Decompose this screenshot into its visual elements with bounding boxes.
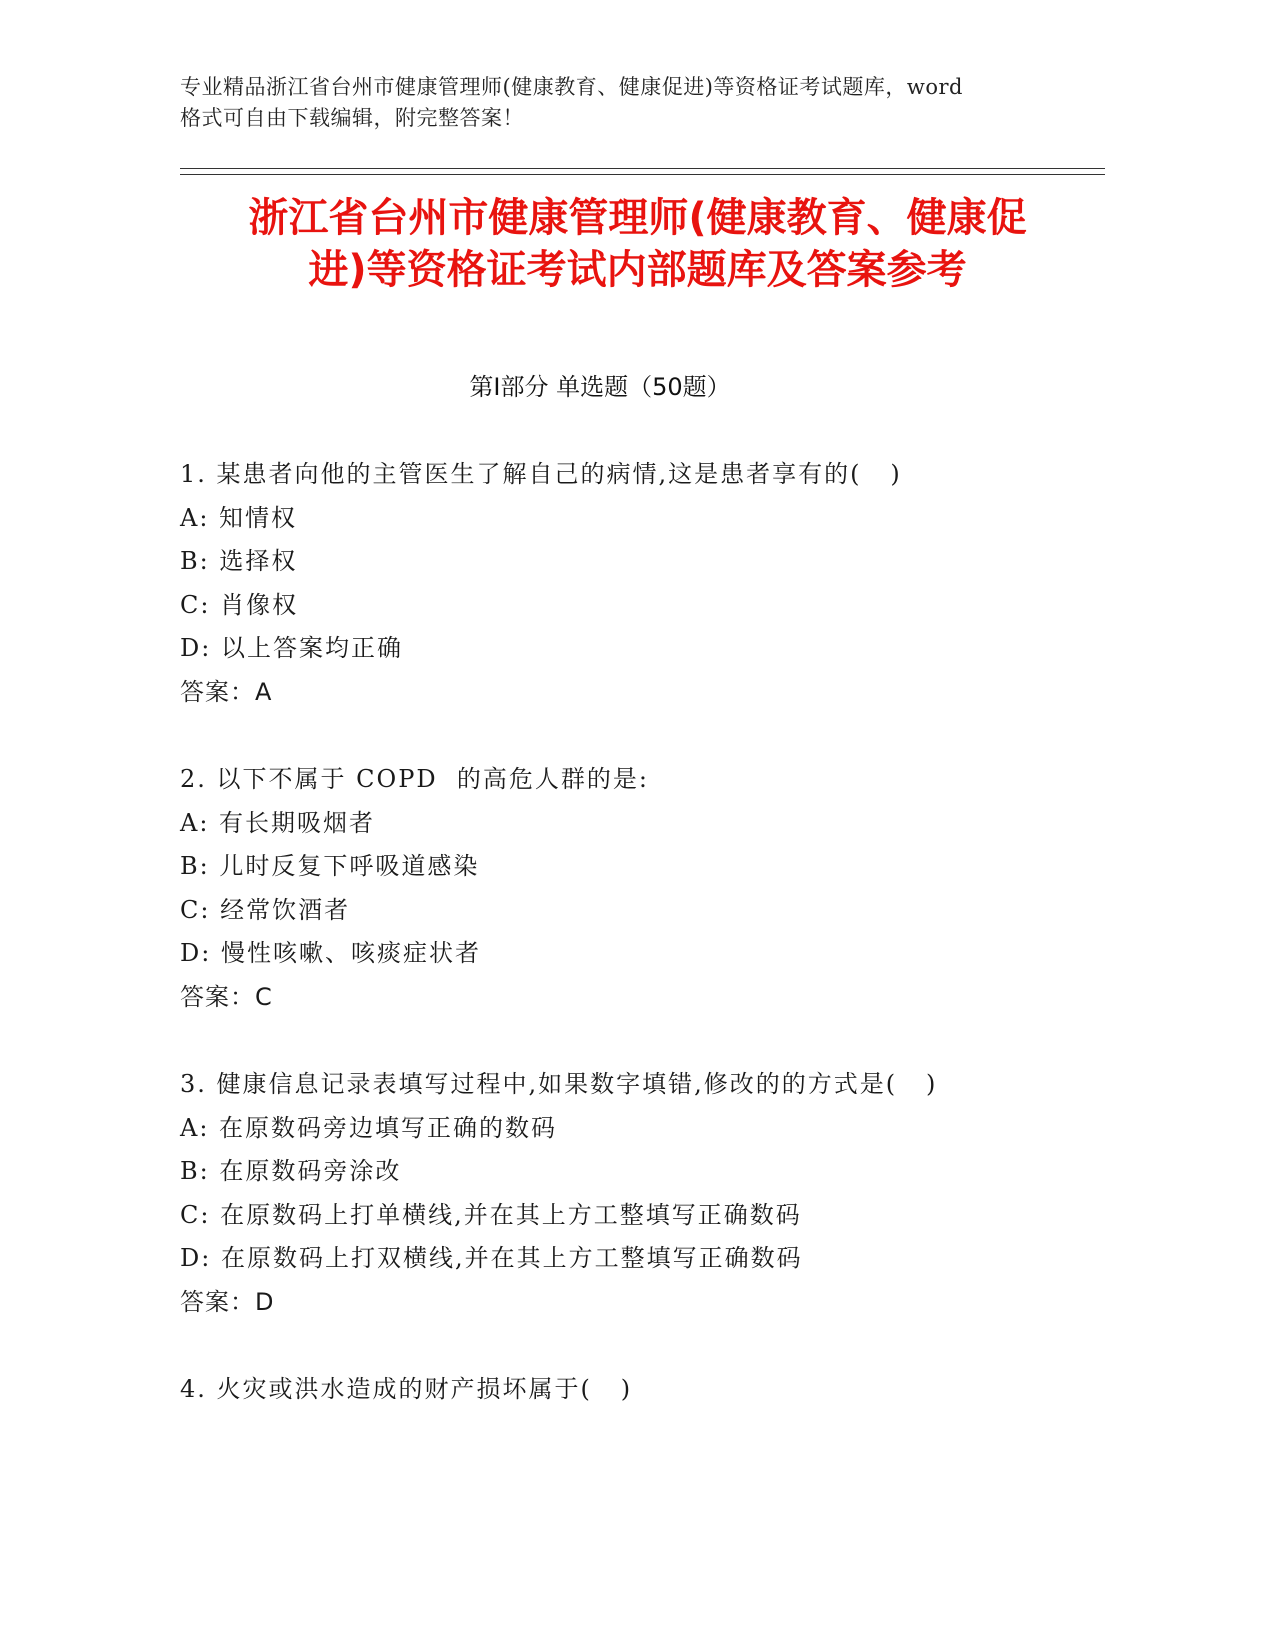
section-title: 第Ⅰ部分 单选题（50题） — [469, 373, 731, 401]
option-text: 在原数码上打单横线,并在其上方工整填写正确数码 — [210, 1200, 802, 1229]
option-text: 在原数码上打双横线,并在其上方工整填写正确数码 — [211, 1244, 803, 1272]
option-c — [180, 584, 1120, 628]
answer-label: 答案： — [180, 1287, 255, 1316]
question-2 — [180, 758, 1120, 1019]
option-letter: C: — [180, 590, 211, 619]
question-stem — [180, 1368, 1120, 1412]
question-number: 2. — [180, 765, 207, 793]
question-number: 1. — [180, 460, 207, 488]
option-b — [180, 540, 1120, 584]
answer-label: 答案： — [180, 982, 255, 1011]
question-stem — [180, 453, 1120, 497]
option-b — [180, 1150, 1120, 1194]
header-divider-bottom — [180, 174, 1105, 175]
option-c — [180, 1194, 1120, 1238]
question-text: 健康信息记录表填写过程中,如果数字填错,修改的的方式是( ) — [206, 1070, 938, 1098]
option-d — [180, 627, 1120, 671]
document-title-line-1: 浙江省台州市健康管理师(健康教育、健康促 — [248, 195, 1027, 241]
answer-value: A — [255, 677, 273, 706]
answer-value: C — [255, 982, 273, 1011]
option-letter: A: — [180, 808, 210, 837]
option-text: 以上答案均正确 — [211, 634, 403, 662]
option-letter: B: — [180, 1157, 210, 1185]
option-letter: B: — [180, 852, 210, 880]
header-divider-top — [180, 168, 1105, 169]
option-text: 儿时反复下呼吸道感染 — [209, 852, 480, 880]
answer-line — [180, 976, 1120, 1020]
option-letter: D: — [180, 939, 212, 967]
option-a — [180, 1107, 1120, 1151]
option-letter: C: — [180, 1200, 211, 1229]
question-text: 以下不属于 COPD 的高危人群的是: — [206, 765, 649, 793]
question-text: 某患者向他的主管医生了解自己的病情,这是患者享有的( ) — [206, 460, 902, 488]
option-a — [180, 802, 1120, 846]
question-1 — [180, 453, 1120, 714]
header-note-line-1: 专业精品浙江省台州市健康管理师(健康教育、健康促进)等资格证考试题库，word — [180, 75, 963, 99]
header-note-line-2: 格式可自由下载编辑，附完整答案！ — [180, 106, 524, 130]
document-title-line-2: 进)等资格证考试内部题库及答案参考 — [308, 247, 967, 293]
question-text: 火灾或洪水造成的财产损坏属于( ) — [206, 1375, 633, 1403]
option-d — [180, 1237, 1120, 1281]
option-a — [180, 497, 1120, 541]
question-stem — [180, 758, 1120, 802]
option-text: 在原数码旁边填写正确的数码 — [209, 1113, 558, 1142]
question-number: 4. — [180, 1375, 207, 1403]
option-d — [180, 932, 1120, 976]
option-letter: D: — [180, 1244, 212, 1272]
option-text: 慢性咳嗽、咳痰症状者 — [211, 939, 481, 967]
option-text: 知情权 — [209, 503, 298, 532]
option-text: 选择权 — [209, 547, 298, 575]
option-letter: B: — [180, 547, 210, 575]
option-letter: A: — [180, 503, 210, 532]
option-letter: A: — [180, 1113, 210, 1142]
option-text: 经常饮酒者 — [210, 895, 351, 924]
option-letter: C: — [180, 895, 211, 924]
option-text: 肖像权 — [210, 590, 299, 619]
question-number: 3. — [180, 1070, 207, 1098]
question-stem — [180, 1063, 1120, 1107]
option-text: 在原数码旁涂改 — [209, 1157, 402, 1185]
document-title — [150, 192, 1125, 296]
option-text: 有长期吸烟者 — [209, 808, 376, 837]
question-3 — [180, 1063, 1120, 1324]
option-b — [180, 845, 1120, 889]
option-c — [180, 889, 1120, 933]
answer-value: D — [255, 1287, 275, 1316]
answer-line — [180, 671, 1120, 715]
header-note — [180, 72, 1060, 134]
option-letter: D: — [180, 634, 212, 662]
question-4 — [180, 1368, 1120, 1412]
answer-label: 答案： — [180, 677, 255, 706]
answer-line — [180, 1281, 1120, 1325]
